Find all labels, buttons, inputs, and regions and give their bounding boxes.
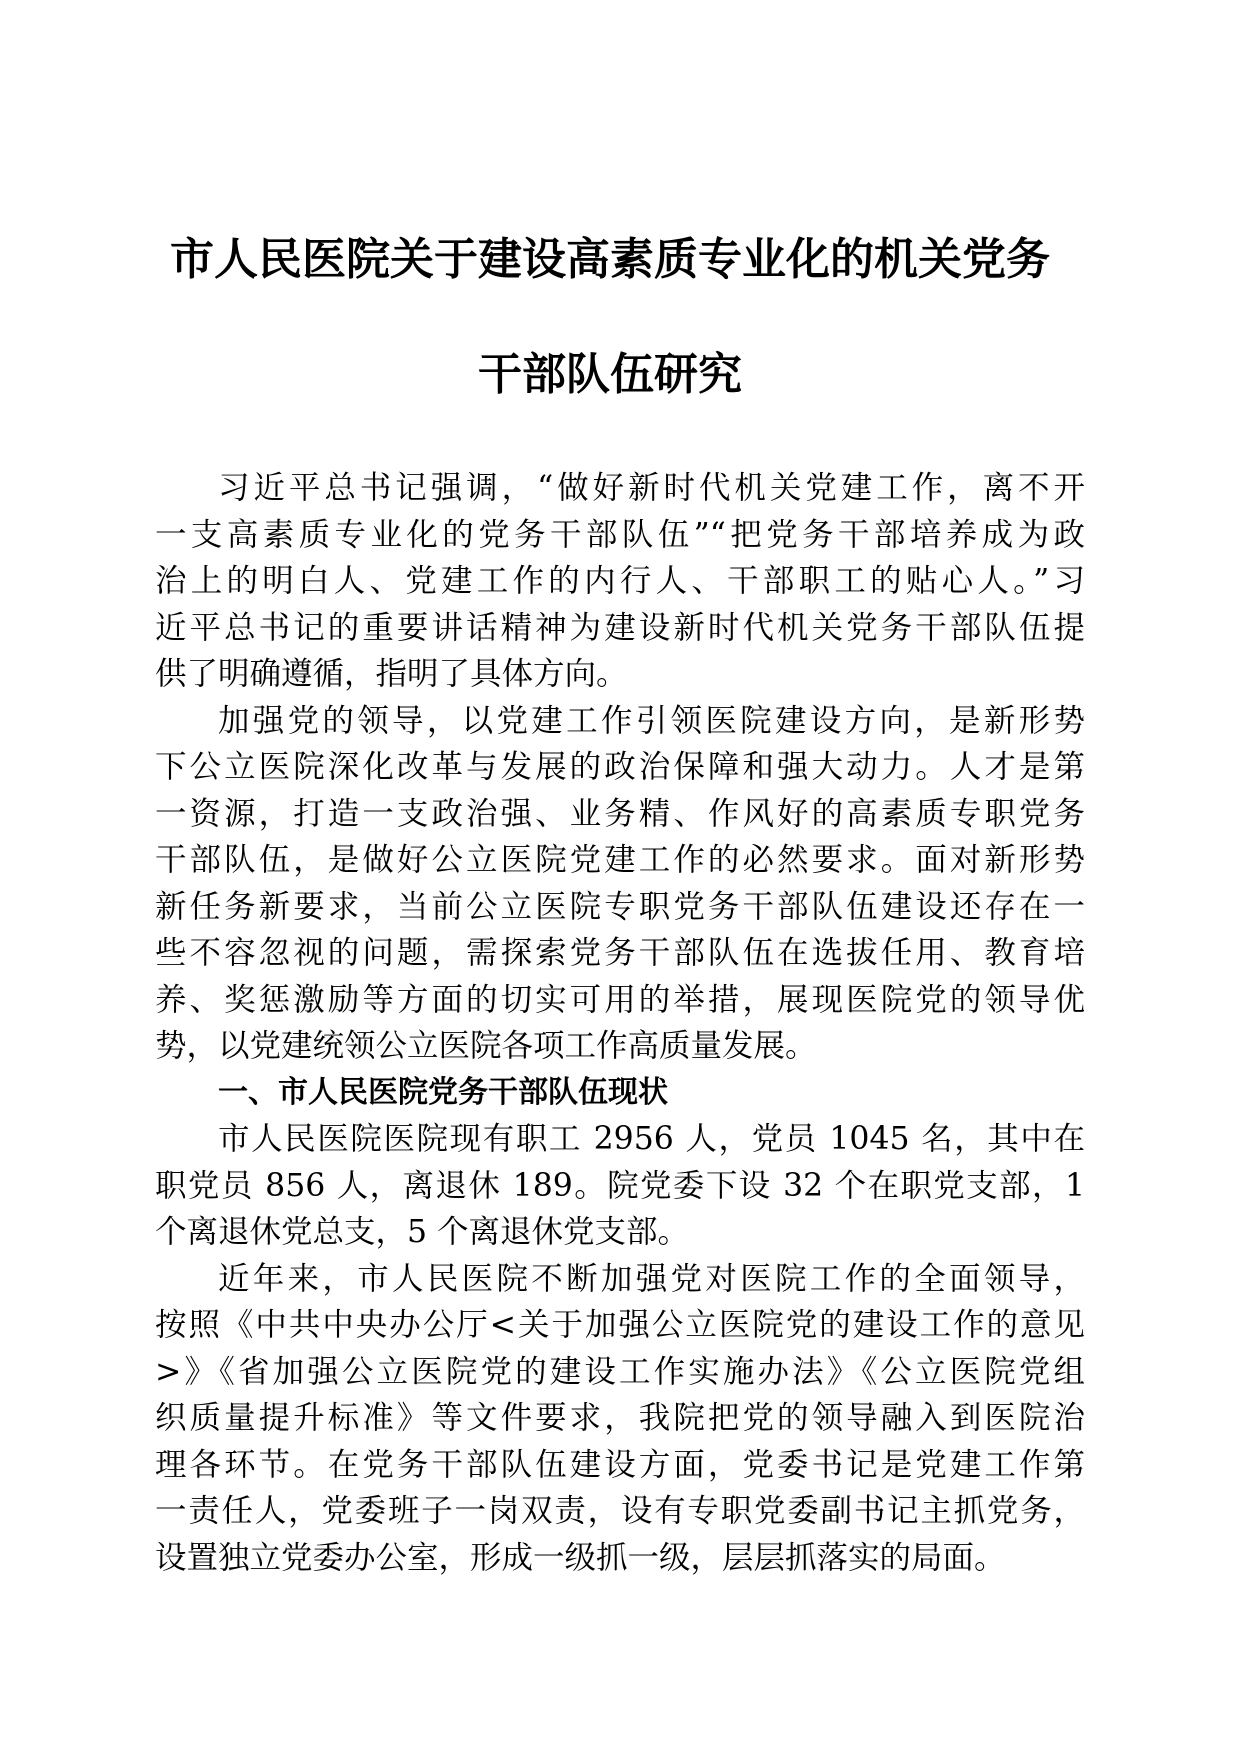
paragraph-party-leadership [155,698,1085,1070]
paragraph-line: 下公立医院深化改革与发展的政治保障和强大动力。人才是第 [155,749,1085,785]
paragraph-line: 织质量提升标准》等文件要求，我院把党的领导融入到医院治 [155,1400,1085,1436]
paragraph-line: 供了明确遵循，指明了具体方向。 [155,656,628,692]
paragraph-recent-work [155,1256,1085,1582]
document-body [155,465,1085,1581]
document-title-line-1: 市人民医院关于建设高素质专业化的机关党务 [170,234,1050,285]
paragraph-staff-statistics [155,1116,1085,1256]
paragraph-line: 市人民医院医院现有职工 2956 人，党员 1045 名，其中在 [218,1121,1085,1157]
paragraph-intro-quote [155,465,1085,698]
paragraph-line: 新任务新要求，当前公立医院专职党务干部队伍建设还存在一 [155,888,1085,925]
paragraph-line: 一支高素质专业化的党务干部队伍”“把党务干部培养成为政 [155,516,1085,553]
paragraph-line: 一责任人，党委班子一岗双责，设有专职党委副书记主抓党务， [155,1493,1085,1529]
paragraph-line: 养、奖惩激励等方面的切实可用的举措，展现医院党的领导优 [155,981,1085,1018]
document-title-line-2: 干部队伍研究 [478,349,742,400]
paragraph-line: 近平总书记的重要讲话精神为建设新时代机关党务干部队伍提 [155,609,1085,646]
paragraph-line: 加强党的领导，以党建工作引领医院建设方向，是新形势 [218,702,1085,739]
paragraph-line: 治上的明白人、党建工作的内行人、干部职工的贴心人。”习 [155,563,1085,599]
paragraph-line: 习近平总书记强调，“做好新时代机关党建工作，离不开 [218,470,1085,506]
paragraph-line: 个离退休党总支，5 个离退休党支部。 [155,1214,690,1250]
paragraph-line: 干部队伍，是做好公立医院党建工作的必然要求。面对新形势 [155,842,1085,878]
paragraph-line: 近年来，市人民医院不断加强党对医院工作的全面领导， [218,1260,1085,1297]
paragraph-line: 职党员 856 人，离退休 189。院党委下设 32 个在职党支部，1 [155,1167,1085,1204]
paragraph-line: 一资源，打造一支政治强、业务精、作风好的高素质专职党务 [155,795,1085,832]
paragraph-line: 势，以党建统领公立医院各项工作高质量发展。 [155,1028,817,1064]
paragraph-line: 理各环节。在党务干部队伍建设方面，党委书记是党建工作第 [155,1446,1085,1483]
section-heading: 一、市人民医院党务干部队伍现状 [218,1074,668,1110]
paragraph-line: >》《省加强公立医院党的建设工作实施办法》《公立医院党组 [155,1353,1085,1390]
paragraph-line: 些不容忽视的问题，需探索党务干部队伍在选拔任用、教育培 [155,935,1085,971]
paragraph-line: 按照《中共中央办公厅<关于加强公立医院党的建设工作的意见 [155,1307,1085,1343]
paragraph-line: 设置独立党委办公室，形成一级抓一级，层层抓落实的局面。 [155,1539,1006,1576]
